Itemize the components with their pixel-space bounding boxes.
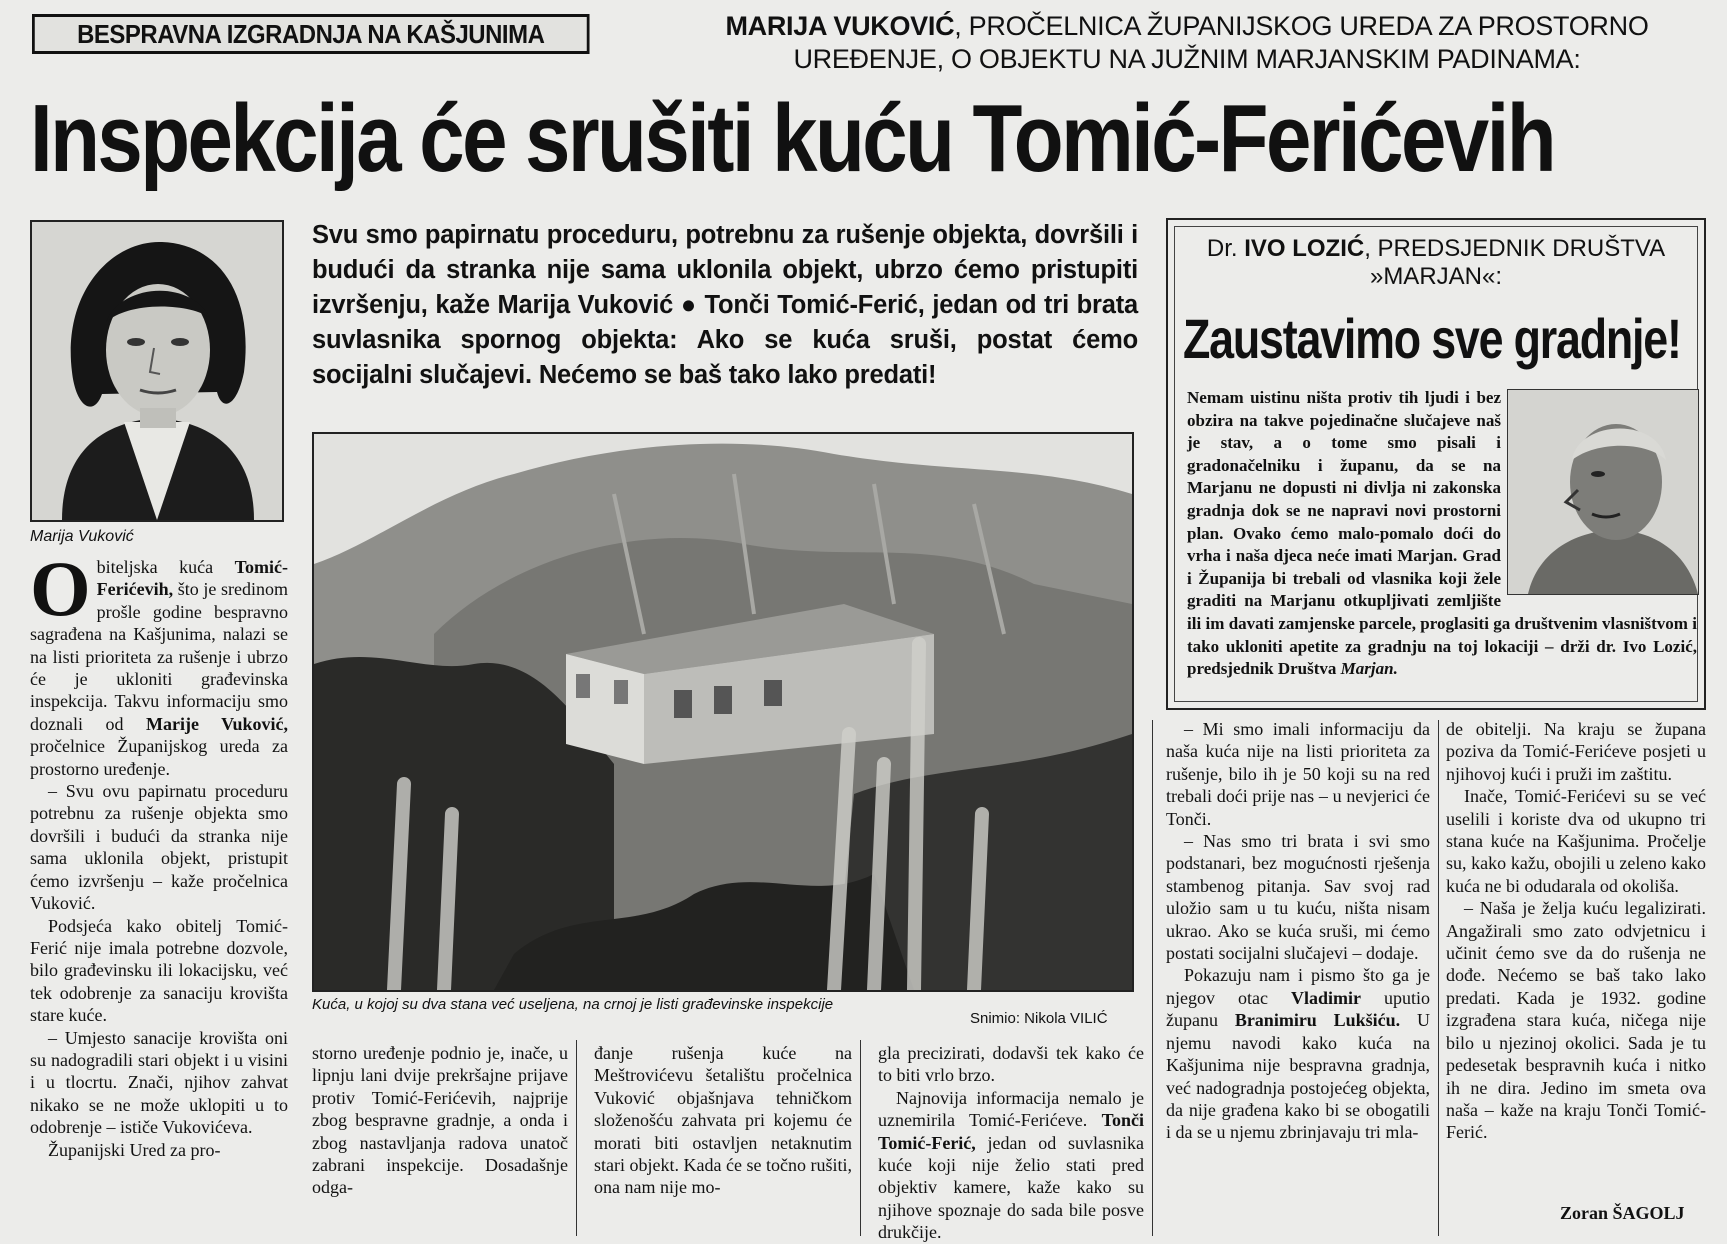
sidebar-interview-box — [1166, 218, 1706, 710]
col6-para-3: – Naša je želja kuću legalizirati. Angažirali smo zato odvjetnicu i učinit ćemo sve da do rušenja ne dođe. Nećemo se baš tako lako predati. Kada je 1932. godine izgrađena stara kuća, ničega nije bilo u njezinoj okolici. Sada je tu pedesetak bespravnih kuća i nitko ih ne dira. Jedino im smeta ova naša – kaže na kraju Tonči Tomić-Ferić. — [1446, 898, 1706, 1143]
photo-credit: Snimio: Nikola VILIĆ — [970, 1010, 1108, 1027]
col1-para-2: – Svu ovu papirnatu proceduru potrebnu za rušenje objekta smo dovršili i budući da stranka nije sama uklonila objekt, pristupit ćemo izvršenju – kaže pročelnica Vuković. — [30, 781, 288, 914]
article-column-4 — [878, 1042, 1144, 1244]
col5-text: uputio županu — [1166, 987, 1430, 1031]
sidebar-overline — [1175, 235, 1697, 291]
section-kicker — [32, 14, 590, 54]
col6-para-2: Inače, Tomić-Ferićevi su se već uselili i koriste dva od ukupno tri stana kuće na Kašjunima. Pročelje su, kako kažu, obojili u zeleno kako kuća ne bi odudarala od okoliša. — [1446, 786, 1706, 896]
photo-caption: Kuća, u kojoj su dva stana već useljena, na crnoj je listi građevinske inspekcije — [312, 996, 834, 1013]
col4-bold-name: Tonči Tomić-Ferić, — [878, 1110, 1144, 1153]
sidebar-over-name: IVO LOZIĆ — [1244, 235, 1365, 262]
col4-para-1: gla precizirati, dodavši tek kako će to biti vrlo brzo. — [878, 1043, 1144, 1086]
portrait-caption: Marija Vuković — [30, 528, 134, 545]
column-rule — [1152, 720, 1153, 1236]
col5-bold-name: Vladimir — [1290, 987, 1361, 1008]
col5-para-3 — [1166, 964, 1430, 1143]
lede-paragraph: Svu smo papirnatu proceduru, potrebnu za rušenje objekta, dovršili i budući da stranka nije sama uklonila objekt, ubrzo ćemo pristupiti izvršenju, kaže Marija Vuković ● Tonči Tomić-Ferić, jedan od tri brata suvlasnika spornog objekta: Ako se kuća sruši, postat ćemo socijalni slučajevi. Nećemo se baš tako lako predati! — [312, 221, 1138, 389]
col4-text: jedan od suvlasnika kuće koji nije želio stati pred objektiv kamere, kaže kako su njihove spoznaje do sada bile posve drukčije. — [878, 1132, 1144, 1243]
col1-para-3: Podsjeća kako obitelj Tomić-Ferić nije imala potrebne dozvole, bilo građevinsku ili lokacijsku, već tek odobrenje za sanaciju krovišta stare kuće. — [30, 915, 288, 1026]
col6-para-1: de obitelji. Na kraju se župana poziva da Tomić-Ferićeve posjeti u njihovoj kući i pruži im zaštitu. — [1446, 719, 1706, 784]
drop-cap: O — [30, 545, 91, 632]
article-column-6 — [1446, 718, 1706, 1144]
article-column-5 — [1166, 718, 1430, 1144]
kicker-text: BESPRAVNA IZGRADNJA NA KAŠJUNIMA — [77, 19, 545, 49]
col4-text: Najnovija informacija nemalo je uznemirila Tomić-Ferićeve. — [878, 1087, 1144, 1131]
sidebar-over-rest: , PREDSJEDNIK DRUŠTVA »MARJAN«: — [1364, 235, 1666, 290]
sidebar-over-prefix: Dr. — [1206, 235, 1245, 262]
article-column-2 — [312, 1042, 568, 1199]
sidebar-title: Zaustavimo sve gradnje! — [1183, 307, 1681, 370]
sidebar-text — [1187, 387, 1697, 681]
col5-text: Pokazuju nam i pismo što ga je njegov otac — [1166, 965, 1430, 1008]
col1-para-4: – Umjesto sanacije krovišta oni su nadogradili stari objekt i u visini i u tlocrtu. Znači, njihov zahvat nikako se ne može uklopiti u to odobrenje – ističe Vukovićeva. — [30, 1027, 288, 1138]
col1-para-5: Županijski Ured za pro- — [48, 1139, 221, 1160]
column-rule — [860, 1040, 861, 1236]
col3-para: đanje rušenja kuće na Meštrovićevu šetalištu pročelnica Vuković objašnjava tehničkom složenošću zahvata pri kojemu će morati biti ostavljen netaknutim stari objekt. Kada će se točno rušiti, ona nam nije mo- — [594, 1043, 852, 1198]
article-column-1 — [30, 545, 289, 1161]
col1-para-1 — [30, 545, 289, 780]
article-column-3 — [594, 1042, 852, 1199]
col1-bold-name: Tomić-Ferićevih, — [96, 557, 288, 600]
col5-para-1: – Mi smo imali informaciju da naša kuća nije na listi prioriteta za rušenje, bilo ih je 50 koji su na red trebali doći prije nas – u nevjerici će Tonči. — [1166, 719, 1430, 829]
col1-bold-name: Marije Vuković, — [146, 713, 289, 734]
headline: Inspekcija će srušiti kuću Tomić-Ferićevih — [30, 85, 1555, 192]
overline — [672, 10, 1702, 76]
house-photo — [312, 432, 1134, 992]
sidebar-inner-frame — [1174, 226, 1698, 702]
col1-text: što je sredinom prošle godine bespravno sagrađena na Kašjunima, nalazi se na listi prioriteta za rušenje i ubrzo će je ukloniti građevinska inspekcija. Takvu informaciju smo doznali od — [30, 579, 288, 734]
house-on-hillside-image — [314, 434, 1132, 990]
overline-rest: , PROČELNICA ŽUPANIJSKOG UREDA ZA PROSTORNO UREĐENJE, O OBJEKTU NA JUŽNIM MARJANSKIM PADINAMA: — [793, 11, 1649, 74]
col1-text: biteljska kuća — [96, 557, 235, 577]
col2-para: storno uređenje podnio je, inače, u lipnju lani dvije prekršajne prijave protiv Tomić-Ferićevih, najprije zbog bespravne gradnje, a onda i zbog nastavljanja radova unatoč zabrani inspekcije. Dosadašnje odga- — [312, 1043, 568, 1198]
column-rule — [576, 1040, 577, 1236]
col4-para-2 — [878, 1087, 1144, 1244]
portrait-woman-image — [32, 222, 282, 520]
col5-bold-name: Branimiru Lukšiću. — [1234, 1010, 1401, 1031]
col5-para-2: – Nas smo tri brata i svi smo podstanari, bez mogućnosti rješenja stambenog pitanja. Sav svoj rad uložio sam u tu kuću, ništa nisam ukrao. Ako se kuća sruši, mi ćemo postati socijalni slučajevi – dodaje. — [1166, 831, 1430, 964]
portrait-photo — [30, 220, 284, 522]
col1-text: pročelnice Županijskog ureda za prostorno uređenje. — [30, 736, 288, 779]
byline: Zoran ŠAGOLJ — [1560, 1203, 1685, 1223]
overline-name: MARIJA VUKOVIĆ — [725, 11, 955, 41]
column-rule — [1438, 720, 1439, 1236]
sidebar-text-body: Nemam uistinu ništa protiv tih ljudi i bez obzira na takve pojedinačne slučajeve naš je stav, a o tome smo pisali i gradonačelniku i županu, da se na Marjanu ne dopusti ni divlja ni zakonska gradnja dok se ne napravi novi prostorni plan. Ovako ćemo malo-pomalo doći do vrha i naša djeca neće imati Marjan. Grad i Županija bi trebali od vlasnika koji žele graditi na Marjanu otkupljivati zemljište ili im davati zamjenske parcele, proglasiti ga društvenim vlasništvom i tako ukloniti apetite za gradnju na toj lokaciji – drži dr. Ivo Lozić, predsjednik Društva — [1187, 388, 1697, 679]
sidebar-text-italic: Marjan. — [1340, 659, 1398, 679]
col5-text: U njemu navodi kako kuća na Kašjunima nije bespravna gradnja, već nadogradnja postojećeg objekta, da nije građena kako bi se obogatili i da se u njemu zbrinjavaju tri mla- — [1166, 1010, 1430, 1143]
